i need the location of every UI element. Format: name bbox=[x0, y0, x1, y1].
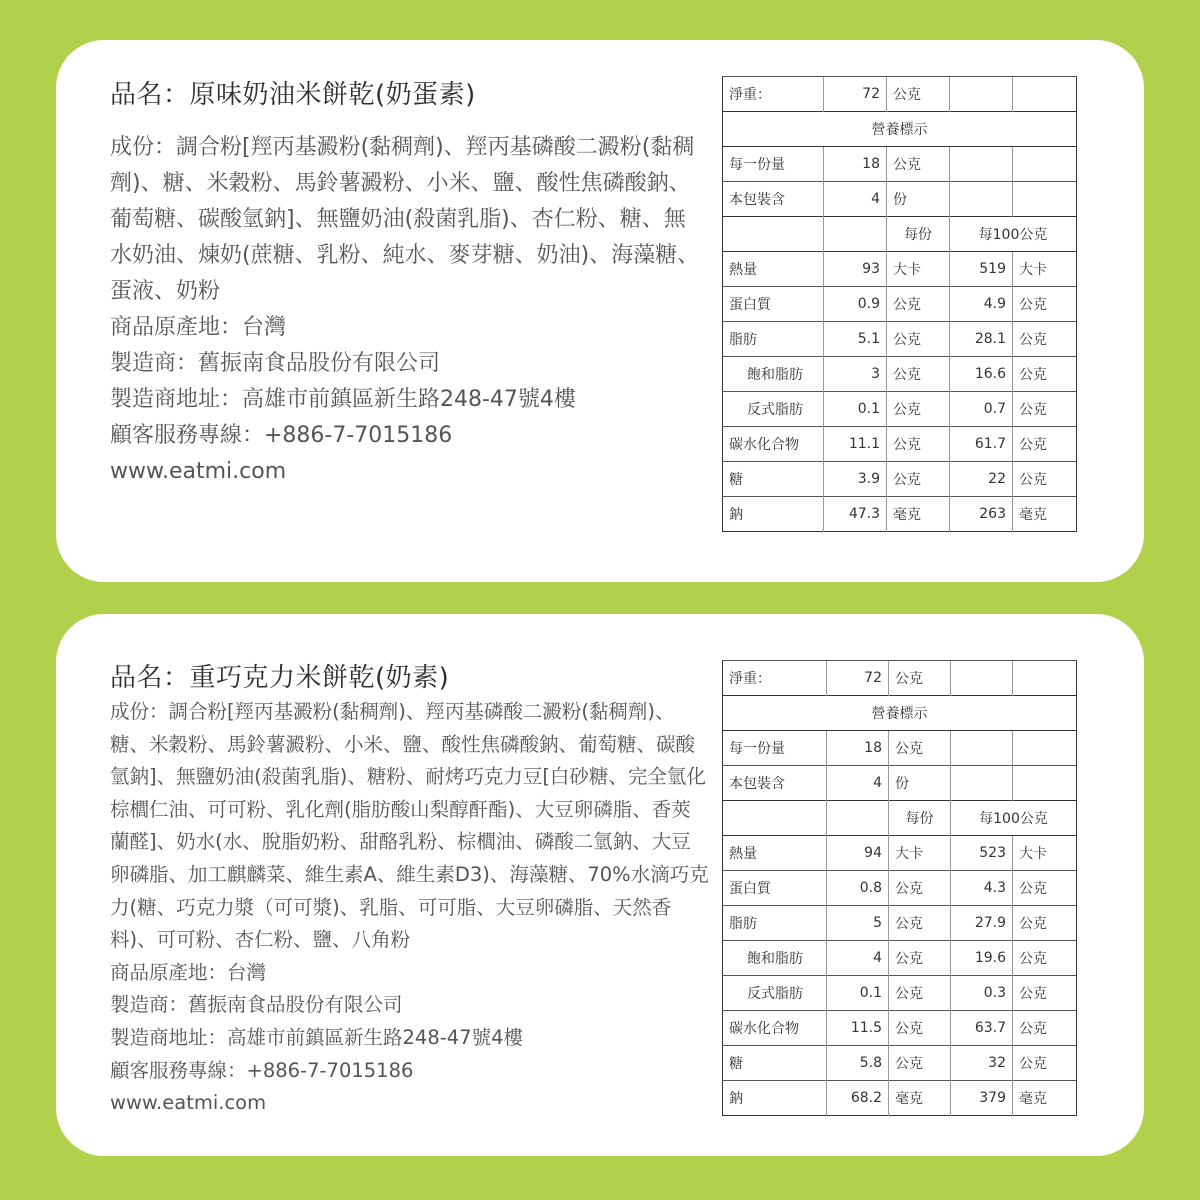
net-weight-row bbox=[723, 661, 1077, 696]
per-serving-value: 3.9 bbox=[824, 462, 887, 497]
nutrition-title: 營養標示 bbox=[723, 696, 1077, 731]
empty-cell bbox=[950, 147, 1013, 182]
empty-cell bbox=[950, 77, 1013, 112]
serving-size-row bbox=[723, 147, 1077, 182]
nutrient-label: 碳水化合物 bbox=[723, 1011, 827, 1046]
per-serving-value: 5 bbox=[827, 906, 889, 941]
empty-cell bbox=[824, 217, 887, 252]
per-100g-unit: 公克 bbox=[1013, 906, 1077, 941]
nutrient-label: 反式脂肪 bbox=[723, 392, 824, 427]
nutrient-label: 熱量 bbox=[723, 836, 827, 871]
serving-size-unit: 公克 bbox=[887, 147, 950, 182]
per-100g-value: 16.6 bbox=[950, 357, 1013, 392]
servings-value: 4 bbox=[827, 766, 889, 801]
title-row bbox=[723, 112, 1077, 147]
per-serving-unit: 公克 bbox=[889, 906, 951, 941]
per-100g-unit: 公克 bbox=[1013, 1046, 1077, 1081]
nutrient-row bbox=[723, 976, 1077, 1011]
per-100g-header: 每100公克 bbox=[951, 801, 1077, 836]
per-serving-unit: 公克 bbox=[887, 392, 950, 427]
empty-cell bbox=[951, 731, 1013, 766]
servings-row bbox=[723, 766, 1077, 801]
nutrient-label: 碳水化合物 bbox=[723, 427, 824, 462]
per-serving-value: 68.2 bbox=[827, 1081, 889, 1116]
per-100g-unit: 大卡 bbox=[1013, 836, 1077, 871]
per-100g-value: 22 bbox=[950, 462, 1013, 497]
per-100g-unit: 公克 bbox=[1013, 462, 1077, 497]
net-weight-unit: 公克 bbox=[887, 77, 950, 112]
nutrient-row bbox=[723, 497, 1077, 532]
nutrient-label: 熱量 bbox=[723, 252, 824, 287]
nutrient-row bbox=[723, 941, 1077, 976]
nutrient-label: 反式脂肪 bbox=[723, 976, 827, 1011]
per-serving-value: 4 bbox=[827, 941, 889, 976]
per-100g-unit: 大卡 bbox=[1013, 252, 1077, 287]
per-serving-value: 5.1 bbox=[824, 322, 887, 357]
per-100g-value: 519 bbox=[950, 252, 1013, 287]
per-serving-value: 0.1 bbox=[824, 392, 887, 427]
nutrient-label: 糖 bbox=[723, 462, 824, 497]
title-row bbox=[723, 696, 1077, 731]
per-serving-unit: 公克 bbox=[887, 287, 950, 322]
nutrient-label: 鈉 bbox=[723, 1081, 827, 1116]
nutrient-label: 蛋白質 bbox=[723, 871, 827, 906]
per-serving-value: 0.8 bbox=[827, 871, 889, 906]
empty-cell bbox=[827, 801, 889, 836]
per-100g-unit: 公克 bbox=[1013, 976, 1077, 1011]
per-100g-value: 4.9 bbox=[950, 287, 1013, 322]
net-weight-value: 72 bbox=[827, 661, 889, 696]
empty-cell bbox=[1013, 766, 1077, 801]
per-serving-unit: 公克 bbox=[889, 1011, 951, 1046]
per-100g-unit: 公克 bbox=[1013, 392, 1077, 427]
per-100g-value: 523 bbox=[951, 836, 1013, 871]
nutrient-label: 飽和脂肪 bbox=[723, 941, 827, 976]
per-100g-unit: 公克 bbox=[1013, 322, 1077, 357]
per-100g-unit: 公克 bbox=[1013, 357, 1077, 392]
per-100g-value: 32 bbox=[951, 1046, 1013, 1081]
nutrient-row bbox=[723, 322, 1077, 357]
per-100g-unit: 公克 bbox=[1013, 1011, 1077, 1046]
website-link[interactable]: www.eatmi.com bbox=[110, 1091, 267, 1115]
product-card-chocolate bbox=[56, 614, 1144, 1156]
serving-size-value: 18 bbox=[824, 147, 887, 182]
nutrient-label: 脂肪 bbox=[723, 322, 824, 357]
nutrient-label: 脂肪 bbox=[723, 906, 827, 941]
serving-size-row bbox=[723, 731, 1077, 766]
ingredients-text: 成份：調合粉[羥丙基澱粉(黏稠劑)、羥丙基磷酸二澱粉(黏稠劑)、糖、米穀粉、馬鈴薯澱粉、小米、鹽、酸性焦磷酸鈉、葡萄糖、碳酸氫鈉]、無鹽奶油(殺菌乳脂)、杏仁粉、糖、無水奶油、煉奶(蔗糖、乳粉、純水、麥芽糖、奶油)、海藻糖、蛋液、奶粉 bbox=[110, 135, 700, 304]
empty-cell bbox=[1013, 661, 1077, 696]
per-100g-unit: 公克 bbox=[1013, 871, 1077, 906]
nutrient-label: 飽和脂肪 bbox=[723, 357, 824, 392]
per-serving-unit: 公克 bbox=[889, 871, 951, 906]
empty-cell bbox=[950, 182, 1013, 217]
per-serving-value: 5.8 bbox=[827, 1046, 889, 1081]
origin-text: 商品原產地：台灣 bbox=[110, 960, 267, 984]
per-serving-value: 93 bbox=[824, 252, 887, 287]
nutrient-row bbox=[723, 357, 1077, 392]
net-weight-label: 淨重： bbox=[723, 77, 824, 112]
product-card-original bbox=[56, 40, 1144, 582]
net-weight-unit: 公克 bbox=[889, 661, 951, 696]
servings-label: 本包裝含 bbox=[723, 766, 827, 801]
serving-size-label: 每一份量 bbox=[723, 731, 827, 766]
per-100g-unit: 毫克 bbox=[1013, 497, 1077, 532]
ingredients-text: 成份：調合粉[羥丙基澱粉(黏稠劑)、羥丙基磷酸二澱粉(黏稠劑)、糖、米穀粉、馬鈴薯澱粉、小米、鹽、酸性焦磷酸鈉、葡萄糖、碳酸氫鈉]、無鹽奶油(殺菌乳脂)、糖粉、耐烤巧克力豆[白砂糖、完全氫化棕櫚仁油、可可粉、乳化劑(脂肪酸山梨醇酐酯)、大豆卵磷脂、香莢蘭醛]、奶水(水、脫脂奶粉、甜酪乳粉、棕櫚油、磷酸二氫鈉、大豆卵磷脂、加工麒麟菜、維生素A、維生素D3)、海藻糖、70%水滴巧克力(糖、巧克力漿（可可漿)、乳脂、可可脂、大豆卵磷脂、天然香料)、可可粉、杏仁粉、鹽、八角粉 bbox=[110, 700, 709, 952]
per-serving-unit: 公克 bbox=[887, 322, 950, 357]
origin-text: 商品原產地：台灣 bbox=[110, 315, 287, 340]
per-serving-value: 11.1 bbox=[824, 427, 887, 462]
empty-cell bbox=[1013, 147, 1077, 182]
manufacturer-text: 製造商：舊振南食品股份有限公司 bbox=[110, 351, 441, 376]
servings-unit: 份 bbox=[889, 766, 951, 801]
per-100g-value: 379 bbox=[951, 1081, 1013, 1116]
empty-cell bbox=[723, 801, 827, 836]
per-100g-value: 263 bbox=[950, 497, 1013, 532]
per-100g-value: 63.7 bbox=[951, 1011, 1013, 1046]
per-100g-value: 4.3 bbox=[951, 871, 1013, 906]
servings-unit: 份 bbox=[887, 182, 950, 217]
servings-label: 本包裝含 bbox=[723, 182, 824, 217]
empty-cell bbox=[1013, 182, 1077, 217]
hotline-text: 顧客服務專線：+886-7-7015186 bbox=[110, 1058, 414, 1082]
header-row bbox=[723, 217, 1077, 252]
nutrition-table bbox=[722, 76, 1077, 532]
servings-row bbox=[723, 182, 1077, 217]
per-serving-value: 94 bbox=[827, 836, 889, 871]
per-serving-unit: 公克 bbox=[887, 462, 950, 497]
per-100g-value: 0.7 bbox=[950, 392, 1013, 427]
nutrient-row bbox=[723, 392, 1077, 427]
per-serving-header: 每份 bbox=[889, 801, 951, 836]
per-100g-unit: 公克 bbox=[1013, 427, 1077, 462]
nutrient-label: 糖 bbox=[723, 1046, 827, 1081]
nutrient-row bbox=[723, 836, 1077, 871]
per-serving-value: 47.3 bbox=[824, 497, 887, 532]
product-info bbox=[110, 78, 710, 490]
per-100g-value: 61.7 bbox=[950, 427, 1013, 462]
empty-cell bbox=[951, 661, 1013, 696]
per-serving-header: 每份 bbox=[887, 217, 950, 252]
nutrient-row bbox=[723, 906, 1077, 941]
serving-size-value: 18 bbox=[827, 731, 889, 766]
hotline-text: 顧客服務專線：+886-7-7015186 bbox=[110, 423, 453, 448]
nutrient-label: 蛋白質 bbox=[723, 287, 824, 322]
per-serving-unit: 公克 bbox=[889, 976, 951, 1011]
servings-value: 4 bbox=[824, 182, 887, 217]
serving-size-unit: 公克 bbox=[889, 731, 951, 766]
per-serving-value: 11.5 bbox=[827, 1011, 889, 1046]
per-serving-value: 0.9 bbox=[824, 287, 887, 322]
per-100g-unit: 公克 bbox=[1013, 287, 1077, 322]
empty-cell bbox=[1013, 77, 1077, 112]
net-weight-label: 淨重： bbox=[723, 661, 827, 696]
nutrient-row bbox=[723, 1011, 1077, 1046]
per-100g-unit: 毫克 bbox=[1013, 1081, 1077, 1116]
per-serving-unit: 毫克 bbox=[887, 497, 950, 532]
product-info bbox=[110, 660, 710, 1120]
per-100g-value: 27.9 bbox=[951, 906, 1013, 941]
serving-size-label: 每一份量 bbox=[723, 147, 824, 182]
nutrition-table bbox=[722, 660, 1077, 1116]
per-100g-unit: 公克 bbox=[1013, 941, 1077, 976]
per-serving-unit: 毫克 bbox=[889, 1081, 951, 1116]
per-serving-unit: 大卡 bbox=[889, 836, 951, 871]
nutrient-row bbox=[723, 871, 1077, 906]
per-100g-value: 28.1 bbox=[950, 322, 1013, 357]
per-serving-value: 3 bbox=[824, 357, 887, 392]
nutrient-row bbox=[723, 1046, 1077, 1081]
empty-cell bbox=[723, 217, 824, 252]
nutrient-row bbox=[723, 252, 1077, 287]
per-serving-value: 0.1 bbox=[827, 976, 889, 1011]
per-100g-value: 0.3 bbox=[951, 976, 1013, 1011]
per-100g-value: 19.6 bbox=[951, 941, 1013, 976]
nutrient-row bbox=[723, 427, 1077, 462]
address-text: 製造商地址：高雄市前鎮區新生路248-47號4樓 bbox=[110, 1025, 523, 1049]
per-serving-unit: 公克 bbox=[887, 357, 950, 392]
manufacturer-text: 製造商：舊振南食品股份有限公司 bbox=[110, 993, 403, 1017]
per-100g-header: 每100公克 bbox=[950, 217, 1077, 252]
net-weight-row bbox=[723, 77, 1077, 112]
nutrient-label: 鈉 bbox=[723, 497, 824, 532]
empty-cell bbox=[1013, 731, 1077, 766]
nutrient-row bbox=[723, 287, 1077, 322]
header-row bbox=[723, 801, 1077, 836]
per-serving-unit: 大卡 bbox=[887, 252, 950, 287]
nutrient-row bbox=[723, 462, 1077, 497]
per-serving-unit: 公克 bbox=[887, 427, 950, 462]
empty-cell bbox=[951, 766, 1013, 801]
per-serving-unit: 公克 bbox=[889, 1046, 951, 1081]
product-name: 品名：重巧克力米餅乾(奶素) bbox=[110, 663, 450, 693]
website-link[interactable]: www.eatmi.com bbox=[110, 459, 287, 484]
product-name: 品名：原味奶油米餅乾(奶蛋素) bbox=[110, 80, 476, 110]
net-weight-value: 72 bbox=[824, 77, 887, 112]
nutrition-title: 營養標示 bbox=[723, 112, 1077, 147]
per-serving-unit: 公克 bbox=[889, 941, 951, 976]
address-text: 製造商地址：高雄市前鎮區新生路248-47號4樓 bbox=[110, 387, 576, 412]
nutrient-row bbox=[723, 1081, 1077, 1116]
